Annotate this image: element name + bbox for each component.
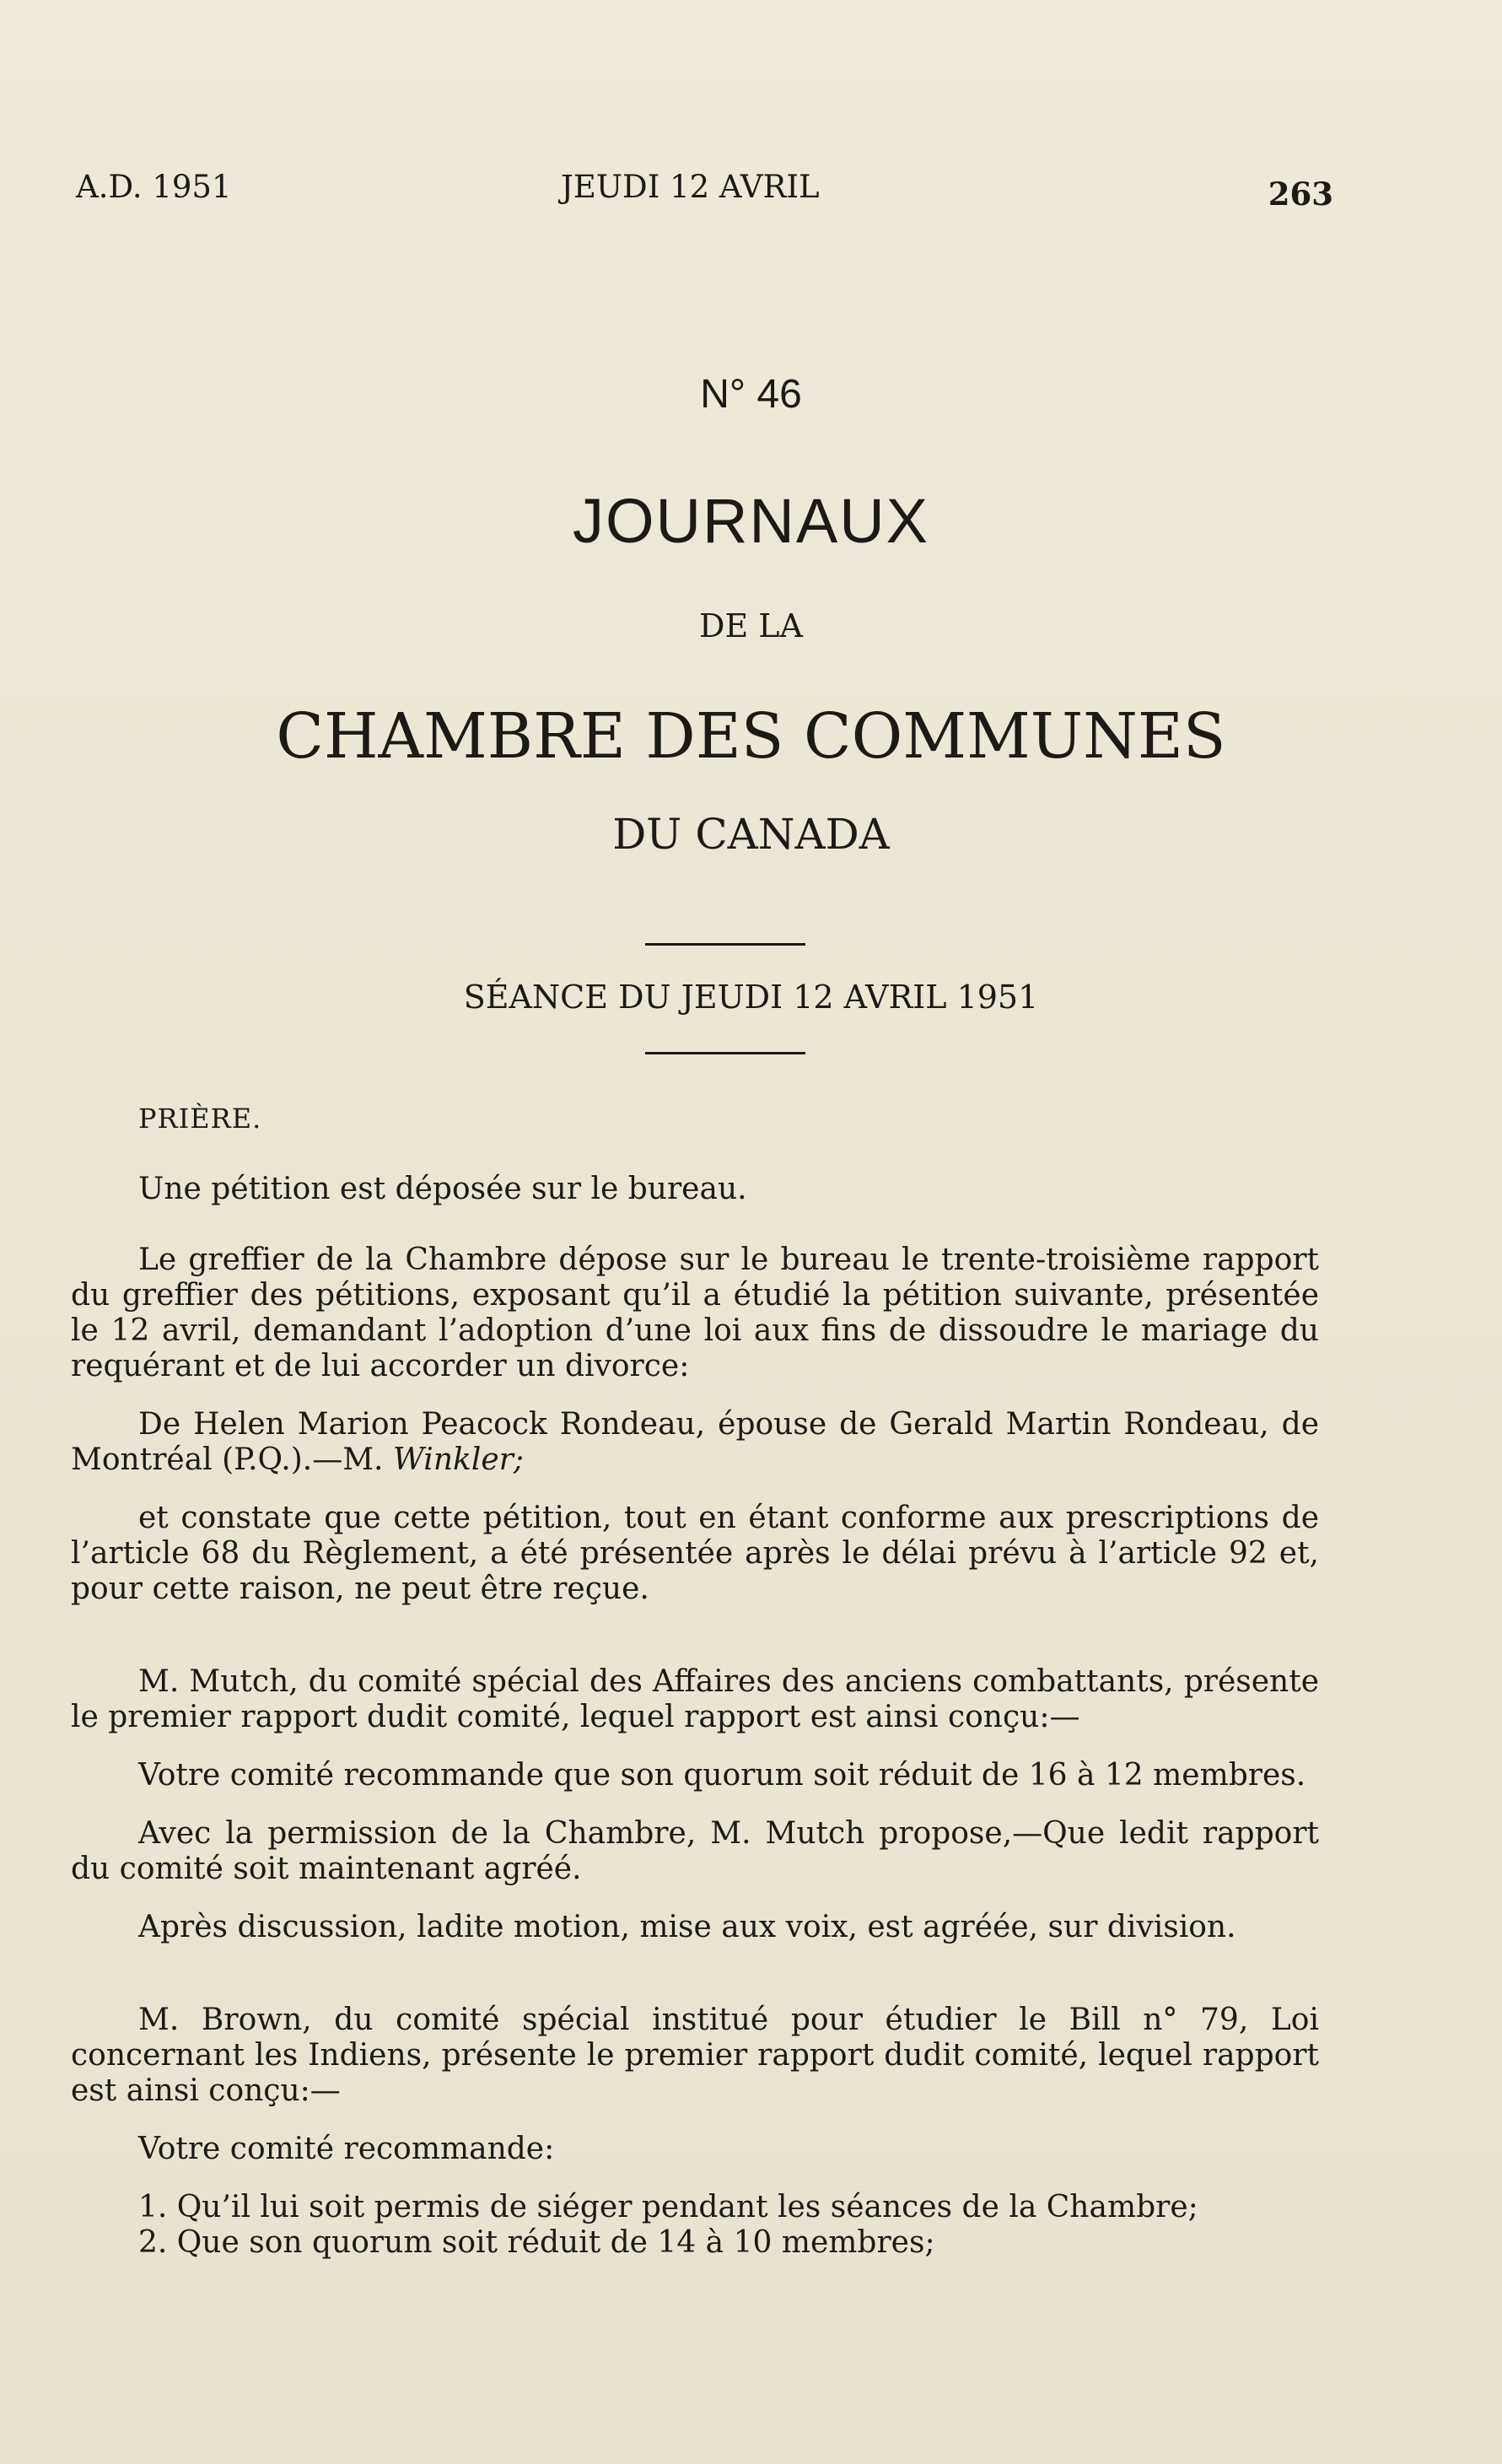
paragraph-mutch-motion: Avec la permission de la Chambre, M. Mutch propose,—Que ledit rapport du comité soit maintenant agréé. — [71, 1816, 1319, 1886]
list-item: 1. Qu’il lui soit permis de siéger pendant les séances de la Chambre; — [138, 2190, 1198, 2224]
paragraph-greffier: Le greffier de la Chambre dépose sur le bureau le trente-troisième rapport du greffier des pétitions, exposant qu’il a étudié la pétition suivante, présentée le 12 avril, demandant l’adoption d’une loi aux fins de dissoudre le mariage du requérant et de lui accorder un divorce: — [71, 1243, 1319, 1383]
title-chambre: CHAMBRE DES COMMUNES — [276, 700, 1226, 773]
seance-heading: SÉANCE DU JEUDI 12 AVRIL 1951 — [463, 979, 1039, 1016]
paragraph-brown-recommend: Votre comité recommande: — [138, 2132, 555, 2166]
header-date: JEUDI 12 AVRIL — [561, 169, 820, 205]
journal-body — [71, 1101, 1319, 2261]
page-number: 263 — [1268, 175, 1333, 213]
paragraph-mutch-recommend: Votre comité recommande que son quorum soit réduit de 16 à 12 membres. — [138, 1758, 1306, 1793]
paragraph-petition: Une pétition est déposée sur le bureau. — [138, 1172, 747, 1206]
header-year: A.D. 1951 — [76, 169, 232, 205]
priere-heading: PRIÈRE. — [138, 1103, 262, 1135]
running-head — [76, 169, 1333, 211]
title-du-canada: DU CANADA — [612, 810, 890, 859]
title-de-la: DE LA — [699, 607, 803, 644]
petition-name: De Helen Marion Peacock Rondeau, épouse de Gerald Martin Rondeau, de Montréal (P.Q.).—M. — [71, 1407, 1319, 1477]
paragraph-constate: et constate que cette pétition, tout en étant conforme aux prescriptions de l’article 68 du Règlement, a été présentée après le délai prévu à l’article 92 et, pour cette raison, ne peut être reçue. — [71, 1501, 1319, 1606]
petition-member: Winkler; — [392, 1442, 524, 1477]
paragraph-brown-report: M. Brown, du comité spécial institué pour étudier le Bill n° 79, Loi concernant les Indiens, présente le premier rapport dudit comité, lequel rapport est ainsi conçu:— — [71, 2003, 1319, 2108]
paragraph-mutch-result: Après discussion, ladite motion, mise aux voix, est agréée, sur division. — [138, 1910, 1236, 1944]
divider-rule — [645, 943, 805, 946]
paragraph-mutch-report: M. Mutch, du comité spécial des Affaires des anciens combattants, présente le premier rapport dudit comité, lequel rapport est ainsi conçu:— — [71, 1664, 1319, 1734]
title-journaux: JOURNAUX — [572, 486, 930, 556]
divider-rule — [645, 1052, 805, 1054]
paragraph-petition-name — [71, 1407, 1319, 1478]
list-item: 2. Que son quorum soit réduit de 14 à 10 membres; — [138, 2225, 935, 2260]
journal-number: N° 46 — [700, 372, 802, 417]
